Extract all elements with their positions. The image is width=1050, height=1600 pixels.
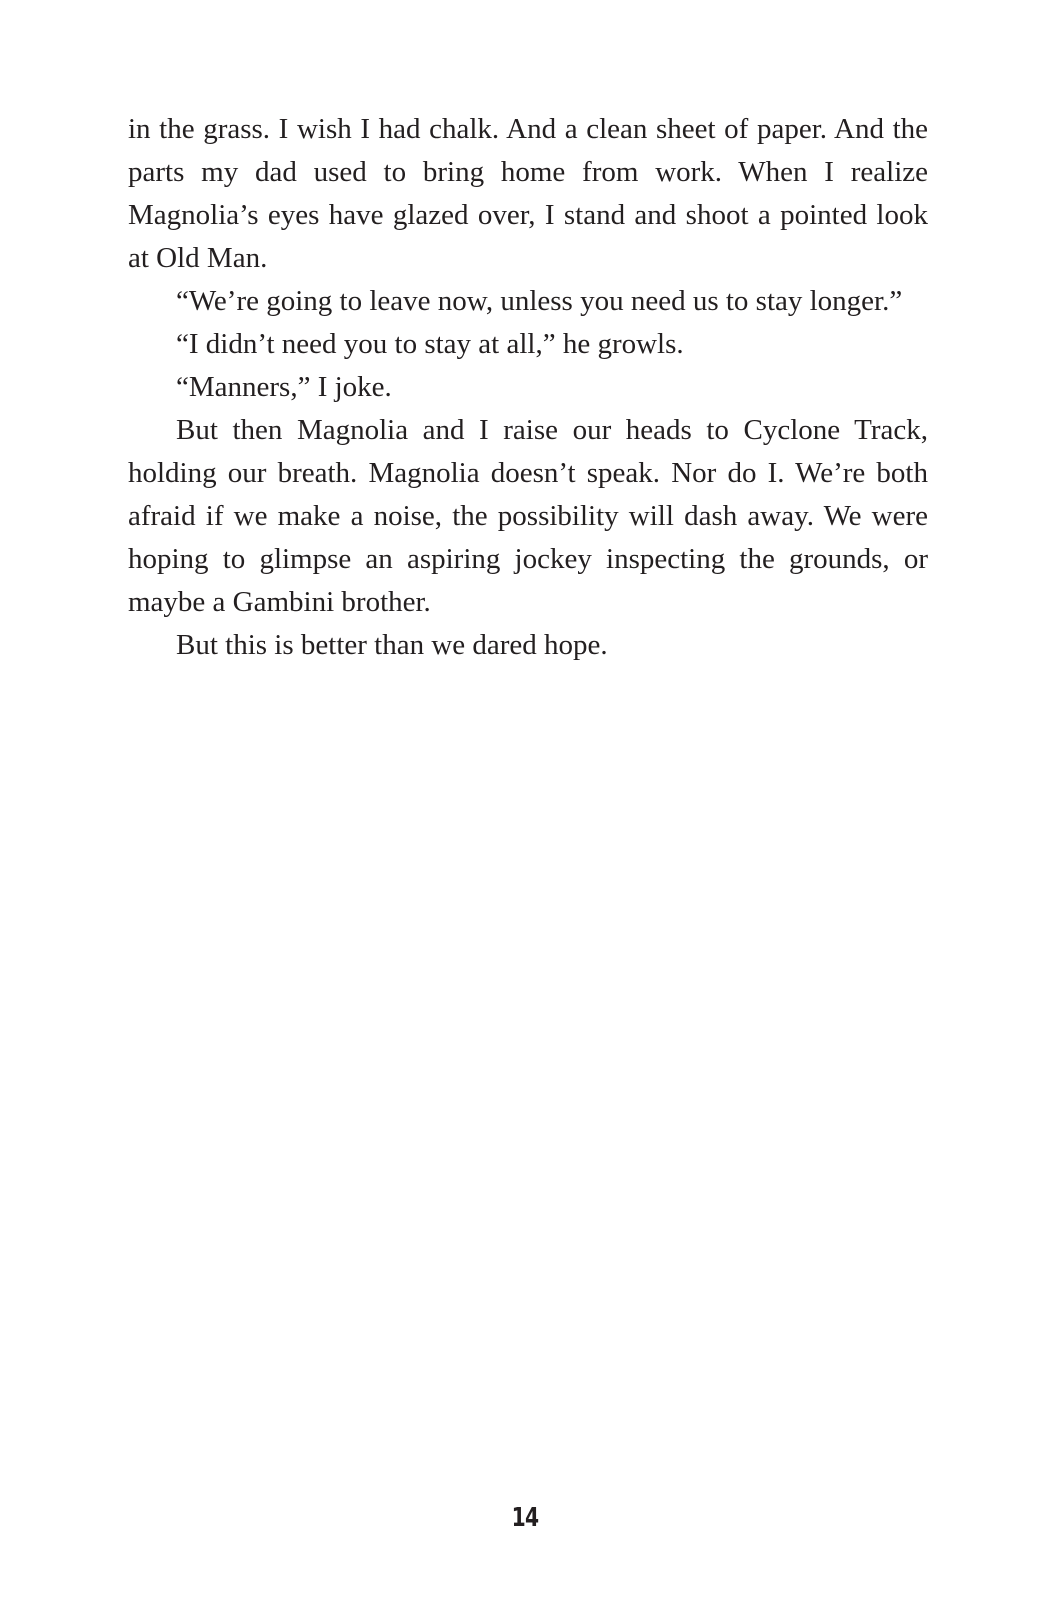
- paragraph-dialogue-leaving: “We’re going to leave now, unless you need us to stay longer.”: [176, 285, 903, 317]
- paragraph-dialogue-growl: “I didn’t need you to stay at all,” he growls.: [176, 328, 684, 360]
- paragraph-dialogue-manners: “Manners,” I joke.: [176, 371, 392, 403]
- paragraph-better-than-hope: But this is better than we dared hope.: [176, 629, 608, 661]
- paragraph-continued: in the grass. I wish I had chalk. And a clean sheet of paper. And the parts my dad used to bring home from work. When I realize Magnolia’s eyes have glazed over, I stand and shoot a pointed look at Old Man.: [128, 113, 928, 274]
- body-text: [128, 108, 928, 667]
- page-number: 14: [511, 1503, 539, 1533]
- paragraph-cyclone-track: But then Magnolia and I raise our heads to Cyclone Track, holding our breath. Magnolia doesn’t speak. Nor do I. We’re both afraid if we make a noise, the possibility will dash away. We were hoping to glimpse an aspiring jockey inspecting the grounds, or maybe a Gambini brother.: [128, 414, 928, 618]
